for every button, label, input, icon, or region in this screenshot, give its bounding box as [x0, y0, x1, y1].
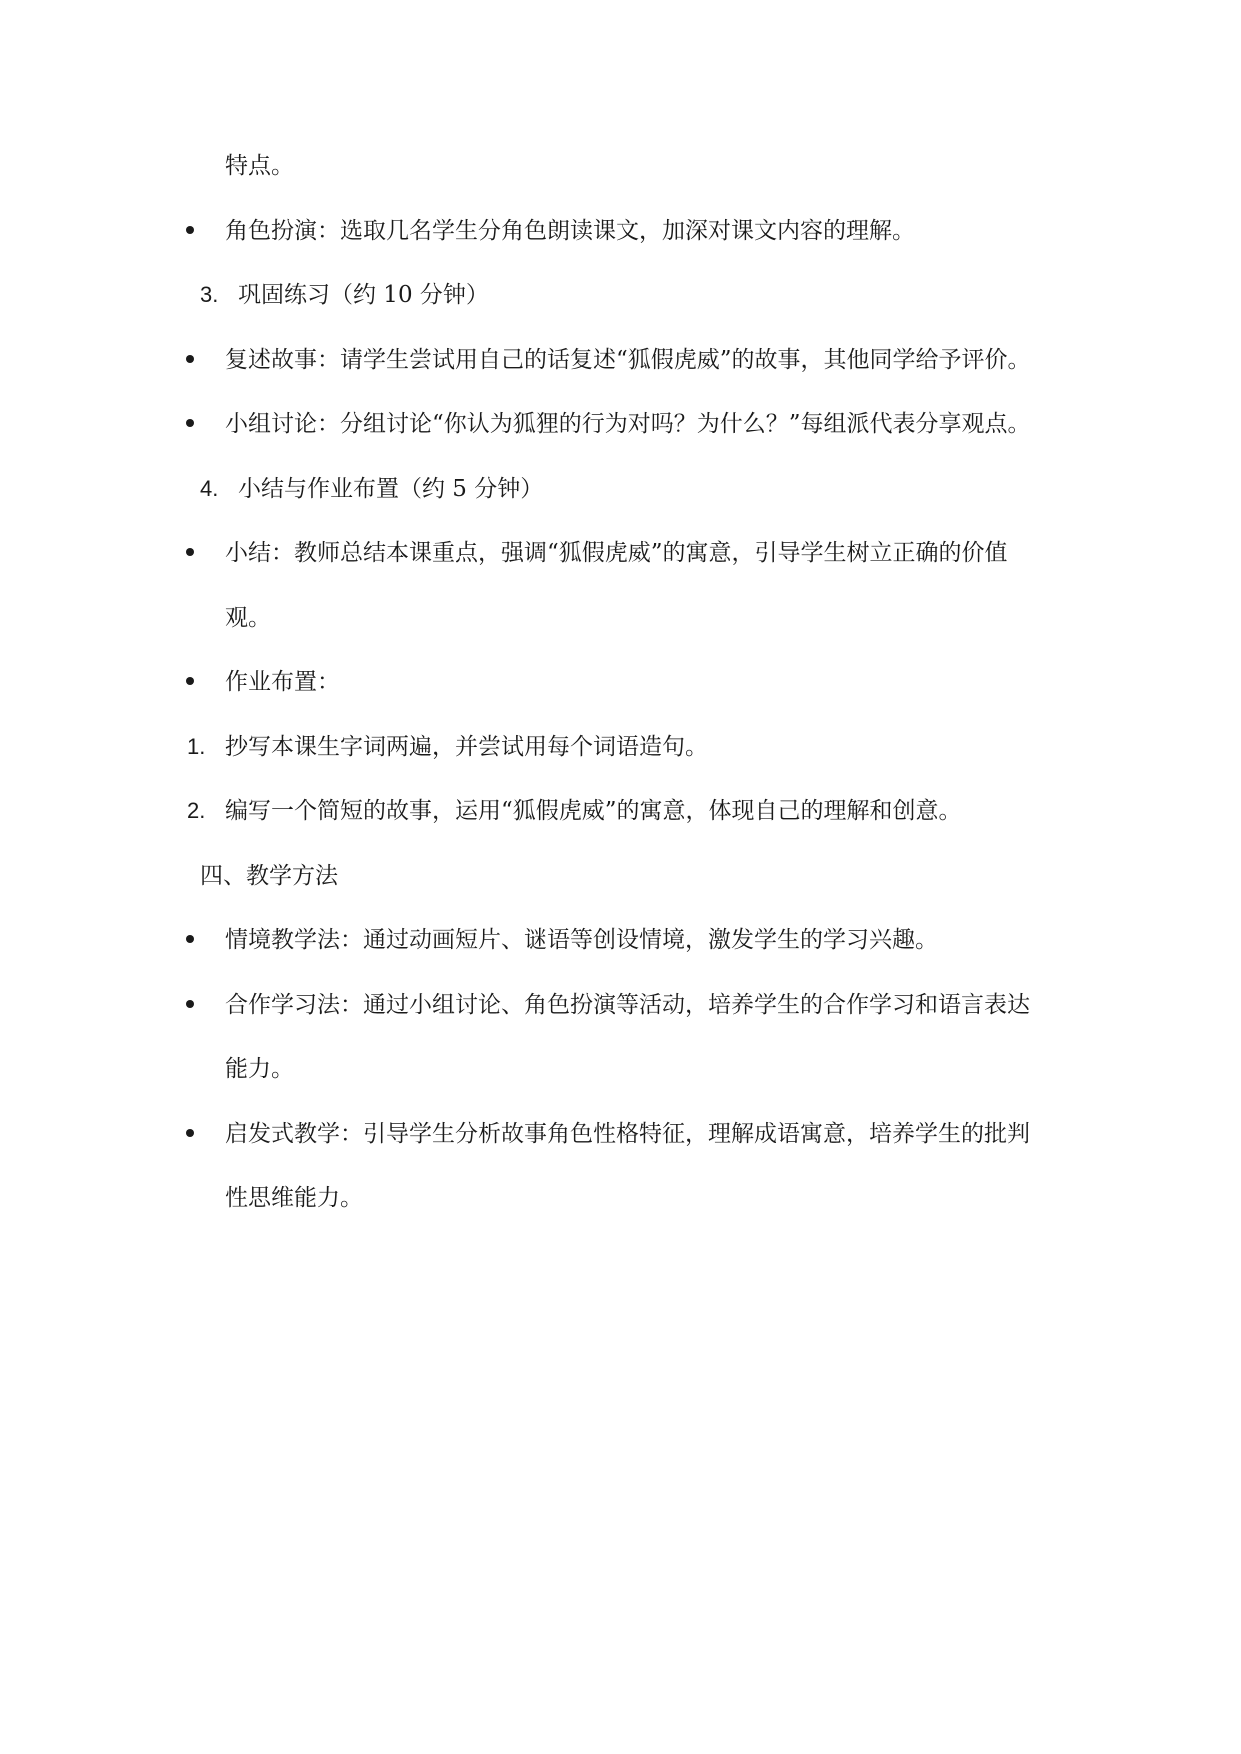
- bullet-text-continuation: 能力。: [225, 1056, 294, 1082]
- bullet-item-heuristic: [0, 1114, 1241, 1154]
- bullet-item-summary: [0, 533, 1241, 573]
- bullet-item-situational: [0, 920, 1241, 960]
- numbered-item-1: [0, 727, 1241, 767]
- bullet-text-continuation: 观。: [225, 605, 271, 631]
- bullet-dot: [186, 1129, 194, 1137]
- bullet-text: 小组讨论：分组讨论“你认为狐狸的行为对吗？为什么？”每组派代表分享观点。: [225, 411, 1031, 437]
- bullet-item-retell: [0, 340, 1241, 380]
- text-line: [0, 598, 1241, 638]
- section-title: 巩固练习（约 10 分钟）: [238, 282, 489, 308]
- bullet-text: 情境教学法：通过动画短片、谜语等创设情境，激发学生的学习兴趣。: [225, 927, 938, 953]
- bullet-dot: [186, 548, 194, 556]
- section-heading-4: [0, 469, 1241, 509]
- section-heading-teaching-methods: [0, 856, 1241, 896]
- item-text: 编写一个简短的故事，运用“狐假虎威”的寓意，体现自己的理解和创意。: [225, 798, 962, 824]
- bullet-item-cooperative: [0, 985, 1241, 1025]
- heading-text: 四、教学方法: [200, 863, 338, 889]
- paragraph-continuation: 特点。: [225, 153, 294, 179]
- item-number: 2.: [187, 798, 206, 823]
- text-line: [0, 146, 1241, 186]
- bullet-text: 角色扮演：选取几名学生分角色朗读课文，加深对课文内容的理解。: [225, 218, 915, 244]
- section-number: 4.: [200, 476, 219, 501]
- bullet-item-role-play: [0, 211, 1241, 251]
- bullet-text-continuation: 性思维能力。: [225, 1185, 363, 1211]
- bullet-item-homework: [0, 662, 1241, 702]
- numbered-item-2: [0, 791, 1241, 831]
- bullet-dot: [186, 355, 194, 363]
- section-number: 3.: [200, 282, 219, 307]
- bullet-item-group-discussion: [0, 404, 1241, 444]
- bullet-text: 复述故事：请学生尝试用自己的话复述“狐假虎威”的故事，其他同学给予评价。: [225, 347, 1031, 373]
- section-heading-3: [0, 275, 1241, 315]
- section-title: 小结与作业布置（约 5 分钟）: [238, 476, 544, 502]
- bullet-text: 启发式教学：引导学生分析故事角色性格特征，理解成语寓意，培养学生的批判: [225, 1121, 1030, 1147]
- text-line: [0, 1049, 1241, 1089]
- bullet-dot: [186, 419, 194, 427]
- item-number: 1.: [187, 734, 206, 759]
- item-text: 抄写本课生字词两遍，并尝试用每个词语造句。: [225, 734, 708, 760]
- bullet-text: 作业布置：: [225, 669, 340, 695]
- bullet-dot: [186, 1000, 194, 1008]
- bullet-text: 小结：教师总结本课重点，强调“狐假虎威”的寓意，引导学生树立正确的价值: [225, 540, 1008, 566]
- bullet-text: 合作学习法：通过小组讨论、角色扮演等活动，培养学生的合作学习和语言表达: [225, 992, 1030, 1018]
- bullet-dot: [186, 226, 194, 234]
- bullet-dot: [186, 677, 194, 685]
- text-line: [0, 1178, 1241, 1218]
- bullet-dot: [186, 935, 194, 943]
